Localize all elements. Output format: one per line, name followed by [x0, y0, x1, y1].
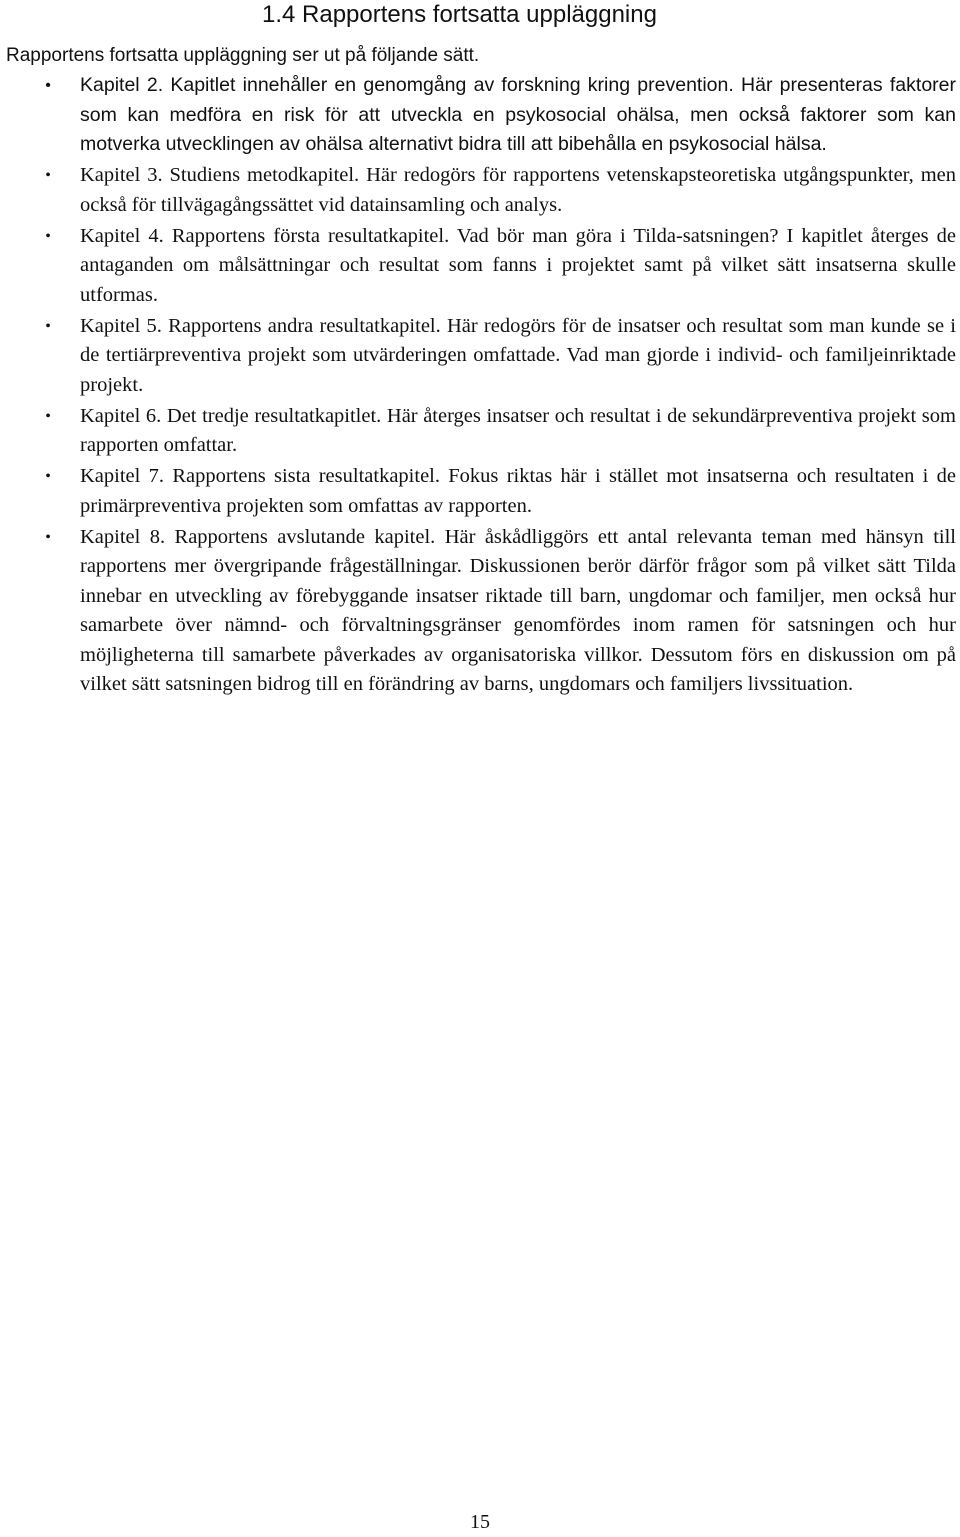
list-item	[0, 402, 956, 461]
bullet-icon: •	[45, 528, 51, 546]
page-number: 15	[470, 1511, 490, 1533]
list-item-text: Kapitel 3. Studiens metodkapitel. Här redogörs för rapportens vetenskapsteoretiska utgångspunkter, men också för tillvägagångssättet vid datainsamling och analys.	[80, 164, 956, 216]
bullet-icon: •	[45, 317, 51, 335]
bullet-icon: •	[45, 407, 51, 425]
list-item	[0, 312, 956, 401]
intro-paragraph: Rapportens fortsatta uppläggning ser ut på följande sätt.	[6, 45, 480, 66]
list-item-text: Kapitel 5. Rapportens andra resultatkapitel. Här redogörs för de insatser och resultat som man kunde se i de tertiärpreventiva projekt som utvärderingen omfattade. Vad man gjorde i individ- och familjeinriktade projekt.	[80, 314, 956, 396]
list-item-text: Kapitel 2. Kapitlet innehåller en genomgång av forskning kring prevention. Här presenteras faktorer som kan medföra en risk för att utveckla en psykosocial ohälsa, men också faktorer som kan motverka utvecklingen av ohälsa alternativt bidra till att bibehålla en psykosocial hälsa.	[80, 74, 956, 155]
list-item	[0, 71, 956, 160]
list-item-text: Kapitel 7. Rapportens sista resultatkapitel. Fokus riktas här i stället mot insatserna och resultaten i de primärpreventiva projekten som omfattas av rapporten.	[80, 465, 956, 517]
list-item	[0, 222, 956, 311]
bullet-icon: •	[45, 77, 51, 94]
list-item	[0, 523, 956, 700]
list-item-text: Kapitel 6. Det tredje resultatkapitlet. Här återges insatser och resultat i de sekundärpreventiva projekt som rapporten omfattar.	[80, 404, 956, 456]
bullet-icon: •	[45, 468, 51, 485]
list-item	[0, 161, 956, 220]
list-item	[0, 462, 956, 521]
section-heading: 1.4 Rapportens fortsatta uppläggning	[262, 1, 657, 28]
bullet-icon: •	[45, 227, 51, 245]
list-item-text: Kapitel 8. Rapportens avslutande kapitel. Här åskådliggörs ett antal relevanta teman med hänsyn till rapportens mer övergripande frågeställningar. Diskussionen berör därför frågor som på vilket sätt Tilda innebar en utveckling av förebyggande insatser riktade till barn, ungdomar och familjer, men också hur samarbete över nämnd- och förvaltningsgränser genomfördes inom ramen för satsningen och hur möjligheterna till samarbete påverkades av organisatoriska villkor. Dessutom förs en diskussion om på vilket sätt satsningen bidrog till en förändring av barns, ungdomars och familjers livssituation.	[80, 525, 956, 695]
chapter-list	[0, 71, 956, 701]
bullet-icon: •	[45, 167, 51, 184]
list-item-text: Kapitel 4. Rapportens första resultatkapitel. Vad bör man göra i Tilda-satsningen? I kapitlet återges de antaganden om målsättningar och resultat som fanns i projektet samt på vilket sätt insatserna skulle utformas.	[80, 224, 956, 306]
